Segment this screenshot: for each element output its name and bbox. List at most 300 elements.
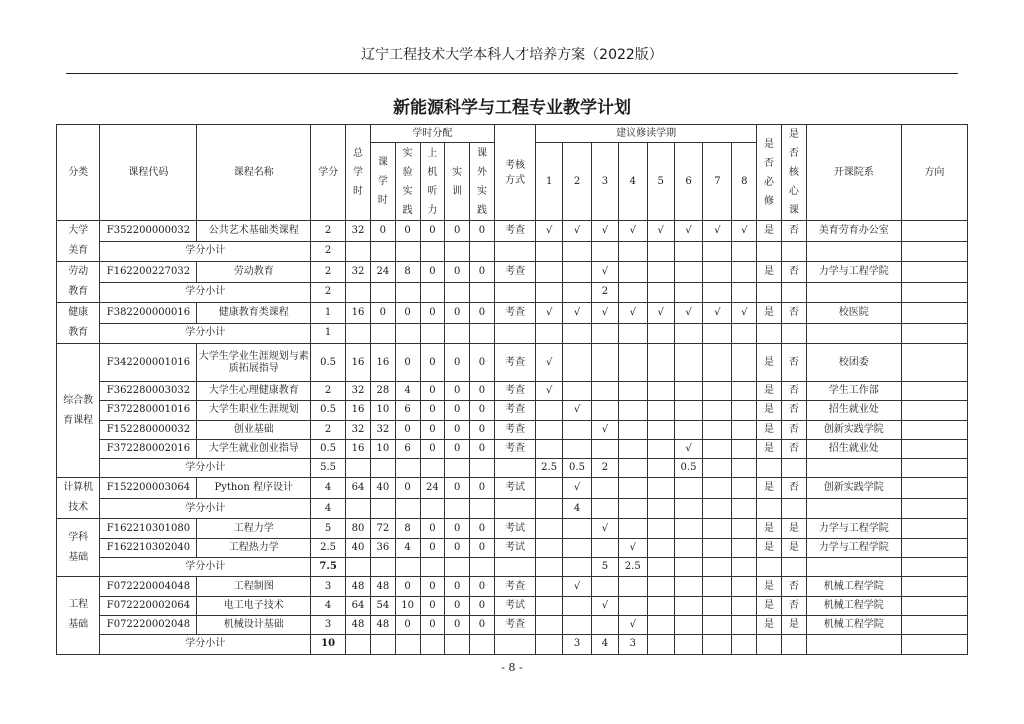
semester-mark xyxy=(591,538,618,557)
semester-mark xyxy=(536,596,563,615)
header-extracurricular xyxy=(470,143,495,221)
subtotal-semester xyxy=(674,323,703,344)
subtotal-empty xyxy=(781,558,806,577)
header-semester-group: 建议修读学期 xyxy=(536,125,757,143)
header-sem-2: 2 xyxy=(563,143,592,221)
subtotal-empty xyxy=(901,558,967,577)
subtotal-empty xyxy=(494,323,535,344)
course-comp: 0 xyxy=(420,439,445,458)
course-exam: 考查 xyxy=(494,401,535,420)
semester-mark xyxy=(563,519,592,538)
course-direction xyxy=(901,615,967,634)
course-direction xyxy=(901,344,967,382)
course-credits: 0.5 xyxy=(311,439,346,458)
subtotal-empty xyxy=(806,323,901,344)
subtotal-empty xyxy=(420,282,445,303)
subtotal-empty xyxy=(420,558,445,577)
course-name: 劳动教育 xyxy=(197,262,311,283)
semester-mark xyxy=(591,344,618,382)
category-label: 劳动教育 xyxy=(68,266,89,297)
course-credits: 0.5 xyxy=(311,344,346,382)
course-exam: 考查 xyxy=(494,439,535,458)
semester-mark: √ xyxy=(536,303,563,324)
course-credits: 2 xyxy=(311,382,346,401)
header-training-text: 实训 xyxy=(452,166,463,197)
semester-mark: √ xyxy=(674,221,703,242)
semester-mark: √ xyxy=(591,262,618,283)
course-exp: 4 xyxy=(395,382,420,401)
subtotal-empty xyxy=(757,635,782,654)
subtotal-semester xyxy=(618,498,647,519)
subtotal-semester xyxy=(703,498,732,519)
header-sem-6: 6 xyxy=(674,143,703,221)
semester-mark xyxy=(732,596,757,615)
semester-mark xyxy=(674,577,703,596)
semester-mark xyxy=(647,420,674,439)
subtotal-semester xyxy=(563,282,592,303)
course-exam: 考查 xyxy=(494,577,535,596)
subtotal-empty xyxy=(445,498,470,519)
subtotal-semester xyxy=(732,459,757,478)
header-exam xyxy=(494,125,535,221)
subtotal-semester xyxy=(674,282,703,303)
semester-mark xyxy=(647,401,674,420)
course-core: 是 xyxy=(781,538,806,557)
subtotal-empty xyxy=(781,459,806,478)
course-total: 32 xyxy=(346,382,371,401)
subtotal-empty xyxy=(901,459,967,478)
course-exam: 考查 xyxy=(494,221,535,242)
course-comp: 0 xyxy=(420,577,445,596)
course-exam: 考试 xyxy=(494,519,535,538)
course-core: 否 xyxy=(781,221,806,242)
course-core: 否 xyxy=(781,401,806,420)
course-required: 是 xyxy=(757,221,782,242)
subtotal-semester xyxy=(703,282,732,303)
semester-mark xyxy=(591,382,618,401)
course-core: 否 xyxy=(781,303,806,324)
subtotal-empty xyxy=(806,635,901,654)
semester-mark xyxy=(674,420,703,439)
table-row xyxy=(57,262,968,283)
course-extra: 0 xyxy=(470,382,495,401)
semester-mark xyxy=(563,439,592,458)
subtotal-row xyxy=(57,459,968,478)
course-name: 健康教育类课程 xyxy=(197,303,311,324)
subtotal-empty xyxy=(494,459,535,478)
course-exam: 考查 xyxy=(494,262,535,283)
course-direction xyxy=(901,519,967,538)
subtotal-semester xyxy=(732,323,757,344)
subtotal-semester xyxy=(536,323,563,344)
course-dept: 力学与工程学院 xyxy=(806,538,901,557)
subtotal-semester xyxy=(618,282,647,303)
subtotal-empty xyxy=(395,241,420,262)
course-lecture: 72 xyxy=(370,519,395,538)
course-required: 是 xyxy=(757,420,782,439)
subtotal-empty xyxy=(395,282,420,303)
course-required: 是 xyxy=(757,439,782,458)
subtotal-empty xyxy=(470,323,495,344)
course-direction xyxy=(901,596,967,615)
course-dept: 机械工程学院 xyxy=(806,577,901,596)
course-required: 是 xyxy=(757,382,782,401)
course-extra: 0 xyxy=(470,262,495,283)
course-credits: 5 xyxy=(311,519,346,538)
subtotal-empty xyxy=(370,558,395,577)
semester-mark xyxy=(703,596,732,615)
course-exp: 6 xyxy=(395,439,420,458)
course-train: 0 xyxy=(445,596,470,615)
header-rule xyxy=(66,73,958,74)
course-name: 电工电子技术 xyxy=(197,596,311,615)
course-credits: 2.5 xyxy=(311,538,346,557)
course-credits: 1 xyxy=(311,303,346,324)
semester-mark: √ xyxy=(674,303,703,324)
category-label: 计算机技术 xyxy=(63,482,94,514)
header-category: 分类 xyxy=(57,125,100,221)
course-comp: 0 xyxy=(420,401,445,420)
semester-mark xyxy=(618,596,647,615)
subtotal-credits: 2 xyxy=(311,282,346,303)
course-credits: 3 xyxy=(311,577,346,596)
subtotal-empty xyxy=(445,459,470,478)
semester-mark xyxy=(536,577,563,596)
subtotal-empty xyxy=(470,635,495,654)
course-train: 0 xyxy=(445,344,470,382)
semester-mark: √ xyxy=(618,615,647,634)
course-extra: 0 xyxy=(470,303,495,324)
semester-mark: √ xyxy=(703,221,732,242)
header-lecture-text: 课学时 xyxy=(377,157,388,207)
table-row xyxy=(57,344,968,382)
subtotal-empty xyxy=(395,323,420,344)
semester-mark xyxy=(703,344,732,382)
course-code: F362280003032 xyxy=(100,382,197,401)
course-code: F162200227032 xyxy=(100,262,197,283)
header-dept: 开课院系 xyxy=(806,125,901,221)
header-hours-group: 学时分配 xyxy=(370,125,494,143)
course-lecture: 10 xyxy=(370,439,395,458)
subtotal-semester xyxy=(618,459,647,478)
subtotal-empty xyxy=(370,282,395,303)
course-dept: 美育劳育办公室 xyxy=(806,221,901,242)
subtotal-semester xyxy=(647,323,674,344)
course-extra: 0 xyxy=(470,420,495,439)
semester-mark xyxy=(563,596,592,615)
header-computer xyxy=(420,143,445,221)
course-train: 0 xyxy=(445,519,470,538)
document-title: 新能源科学与工程专业教学计划 xyxy=(393,98,631,118)
subtotal-empty xyxy=(470,459,495,478)
course-train: 0 xyxy=(445,420,470,439)
course-comp: 0 xyxy=(420,615,445,634)
header-code: 课程代码 xyxy=(100,125,197,221)
category-cell xyxy=(57,577,100,654)
semester-mark xyxy=(618,577,647,596)
header-direction: 方向 xyxy=(901,125,967,221)
subtotal-label: 学分小计 xyxy=(100,498,311,519)
semester-mark xyxy=(563,382,592,401)
semester-mark xyxy=(647,596,674,615)
course-lecture: 54 xyxy=(370,596,395,615)
course-exam: 考查 xyxy=(494,344,535,382)
semester-mark xyxy=(563,420,592,439)
course-exam: 考试 xyxy=(494,538,535,557)
subtotal-empty xyxy=(901,498,967,519)
subtotal-semester: 2.5 xyxy=(536,459,563,478)
course-name: 大学生职业生涯规划 xyxy=(197,401,311,420)
subtotal-semester xyxy=(536,498,563,519)
subtotal-semester xyxy=(732,558,757,577)
subtotal-semester xyxy=(536,635,563,654)
semester-mark xyxy=(732,538,757,557)
table-row xyxy=(57,221,968,242)
semester-mark xyxy=(618,420,647,439)
course-exam: 考查 xyxy=(494,420,535,439)
subtotal-empty xyxy=(494,498,535,519)
subtotal-empty xyxy=(494,241,535,262)
course-code: F152200003064 xyxy=(100,478,197,499)
course-dept: 招生就业处 xyxy=(806,401,901,420)
course-total: 16 xyxy=(346,344,371,382)
course-extra: 0 xyxy=(470,401,495,420)
course-comp: 0 xyxy=(420,221,445,242)
semester-mark: √ xyxy=(563,221,592,242)
category-label: 综合教育课程 xyxy=(63,394,94,426)
subtotal-semester: 4 xyxy=(591,635,618,654)
semester-mark xyxy=(732,401,757,420)
subtotal-empty xyxy=(395,635,420,654)
subtotal-empty xyxy=(445,558,470,577)
subtotal-semester xyxy=(591,498,618,519)
course-name: 工程力学 xyxy=(197,519,311,538)
course-train: 0 xyxy=(445,538,470,557)
header-sem-7: 7 xyxy=(703,143,732,221)
course-core: 否 xyxy=(781,439,806,458)
table-row xyxy=(57,439,968,458)
subtotal-empty xyxy=(757,558,782,577)
course-exam: 考查 xyxy=(494,615,535,634)
header-sem-8: 8 xyxy=(732,143,757,221)
header-experiment-text: 实验实践 xyxy=(402,147,413,216)
semester-mark xyxy=(618,401,647,420)
course-name: 大学生心理健康教育 xyxy=(197,382,311,401)
subtotal-semester xyxy=(536,282,563,303)
subtotal-semester xyxy=(703,323,732,344)
course-exam: 考试 xyxy=(494,596,535,615)
semester-mark xyxy=(536,519,563,538)
semester-mark: √ xyxy=(591,420,618,439)
course-code: F072220002064 xyxy=(100,596,197,615)
course-dept: 力学与工程学院 xyxy=(806,519,901,538)
semester-mark: √ xyxy=(563,478,592,499)
subtotal-empty xyxy=(395,459,420,478)
header-experiment xyxy=(395,143,420,221)
subtotal-empty xyxy=(395,498,420,519)
course-exam: 考查 xyxy=(494,382,535,401)
table-row xyxy=(57,478,968,499)
course-total: 40 xyxy=(346,538,371,557)
course-direction xyxy=(901,577,967,596)
semester-mark xyxy=(536,401,563,420)
subtotal-semester xyxy=(647,498,674,519)
course-direction xyxy=(901,262,967,283)
course-direction xyxy=(901,401,967,420)
subtotal-label: 学分小计 xyxy=(100,323,311,344)
semester-mark xyxy=(732,519,757,538)
semester-mark xyxy=(563,538,592,557)
course-core: 否 xyxy=(781,577,806,596)
course-direction xyxy=(901,478,967,499)
subtotal-credits: 7.5 xyxy=(311,558,346,577)
subtotal-empty xyxy=(445,635,470,654)
course-exp: 6 xyxy=(395,401,420,420)
course-code: F342200001016 xyxy=(100,344,197,382)
semester-mark xyxy=(618,439,647,458)
course-total: 48 xyxy=(346,577,371,596)
semester-mark: √ xyxy=(674,439,703,458)
subtotal-empty xyxy=(346,558,371,577)
semester-mark: √ xyxy=(563,577,592,596)
course-direction xyxy=(901,538,967,557)
course-dept: 创新实践学院 xyxy=(806,478,901,499)
subtotal-label: 学分小计 xyxy=(100,635,311,654)
semester-mark: √ xyxy=(732,303,757,324)
semester-mark xyxy=(591,577,618,596)
subtotal-semester xyxy=(674,635,703,654)
table-row xyxy=(57,577,968,596)
subtotal-semester xyxy=(647,558,674,577)
header-sem-1: 1 xyxy=(536,143,563,221)
subtotal-empty xyxy=(445,241,470,262)
category-label: 大学美育 xyxy=(68,225,89,256)
course-dept: 校医院 xyxy=(806,303,901,324)
subtotal-empty xyxy=(420,323,445,344)
course-dept: 机械工程学院 xyxy=(806,615,901,634)
table-row xyxy=(57,615,968,634)
table-row xyxy=(57,596,968,615)
semester-mark xyxy=(674,519,703,538)
course-core: 否 xyxy=(781,262,806,283)
subtotal-empty xyxy=(370,241,395,262)
course-name: 创业基础 xyxy=(197,420,311,439)
semester-mark xyxy=(732,577,757,596)
subtotal-empty xyxy=(757,323,782,344)
course-total: 16 xyxy=(346,401,371,420)
course-extra: 0 xyxy=(470,344,495,382)
course-train: 0 xyxy=(445,262,470,283)
semester-mark xyxy=(732,344,757,382)
subtotal-empty xyxy=(370,498,395,519)
header-core xyxy=(781,125,806,221)
course-exp: 0 xyxy=(395,303,420,324)
subtotal-semester xyxy=(536,241,563,262)
semester-mark: √ xyxy=(591,221,618,242)
subtotal-empty xyxy=(445,282,470,303)
course-comp: 0 xyxy=(420,596,445,615)
subtotal-empty xyxy=(806,459,901,478)
semester-mark xyxy=(647,439,674,458)
semester-mark xyxy=(618,382,647,401)
course-core: 否 xyxy=(781,420,806,439)
subtotal-row xyxy=(57,498,968,519)
semester-mark xyxy=(647,577,674,596)
course-code: F372280001016 xyxy=(100,401,197,420)
course-credits: 2 xyxy=(311,420,346,439)
subtotal-row xyxy=(57,241,968,262)
subtotal-semester xyxy=(703,459,732,478)
semester-mark xyxy=(703,538,732,557)
course-train: 0 xyxy=(445,221,470,242)
subtotal-semester: 2 xyxy=(591,282,618,303)
subtotal-semester xyxy=(674,558,703,577)
semester-mark: √ xyxy=(618,538,647,557)
course-credits: 3 xyxy=(311,615,346,634)
semester-mark xyxy=(732,262,757,283)
category-label: 学科基础 xyxy=(68,531,89,563)
table-row xyxy=(57,401,968,420)
semester-mark xyxy=(703,262,732,283)
subtotal-empty xyxy=(346,282,371,303)
subtotal-row xyxy=(57,323,968,344)
course-total: 64 xyxy=(346,596,371,615)
subtotal-empty xyxy=(420,635,445,654)
subtotal-semester xyxy=(563,558,592,577)
course-exam: 考查 xyxy=(494,303,535,324)
semester-mark xyxy=(618,478,647,499)
course-name: Python 程序设计 xyxy=(197,478,311,499)
course-extra: 0 xyxy=(470,615,495,634)
course-direction xyxy=(901,439,967,458)
semester-mark: √ xyxy=(618,221,647,242)
subtotal-empty xyxy=(901,323,967,344)
subtotal-semester xyxy=(703,635,732,654)
subtotal-semester xyxy=(732,282,757,303)
course-lecture: 16 xyxy=(370,344,395,382)
semester-mark xyxy=(591,615,618,634)
course-comp: 0 xyxy=(420,262,445,283)
semester-mark xyxy=(536,538,563,557)
course-code: F382200000016 xyxy=(100,303,197,324)
course-required: 是 xyxy=(757,262,782,283)
subtotal-empty xyxy=(781,241,806,262)
course-total: 48 xyxy=(346,615,371,634)
semester-mark xyxy=(674,478,703,499)
subtotal-semester xyxy=(647,459,674,478)
semester-mark xyxy=(591,401,618,420)
table-row xyxy=(57,538,968,557)
header-required-text: 是否必修 xyxy=(764,138,775,207)
semester-mark xyxy=(647,478,674,499)
semester-mark xyxy=(618,344,647,382)
course-dept: 力学与工程学院 xyxy=(806,262,901,283)
course-code: F072220002048 xyxy=(100,615,197,634)
semester-mark xyxy=(647,382,674,401)
course-required: 是 xyxy=(757,519,782,538)
subtotal-empty xyxy=(901,282,967,303)
subtotal-empty xyxy=(346,459,371,478)
course-lecture: 32 xyxy=(370,420,395,439)
category-cell xyxy=(57,303,100,344)
course-extra: 0 xyxy=(470,221,495,242)
course-train: 0 xyxy=(445,401,470,420)
subtotal-semester xyxy=(732,498,757,519)
category-cell xyxy=(57,262,100,303)
subtotal-credits: 1 xyxy=(311,323,346,344)
semester-mark xyxy=(536,478,563,499)
semester-mark: √ xyxy=(536,344,563,382)
